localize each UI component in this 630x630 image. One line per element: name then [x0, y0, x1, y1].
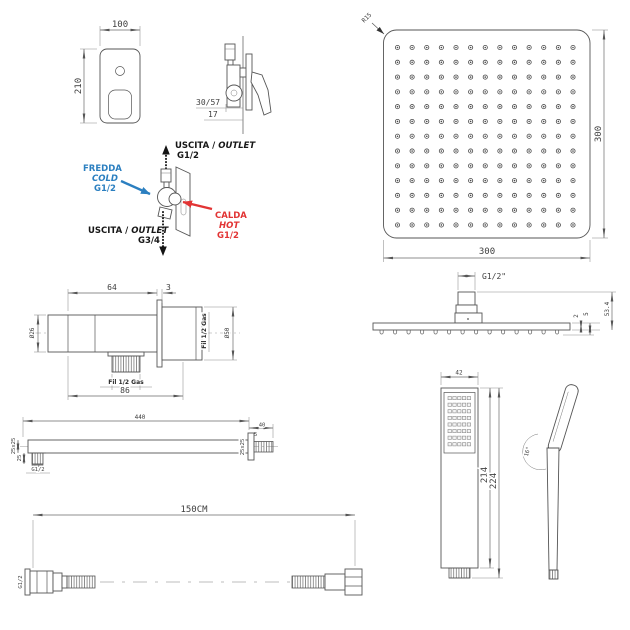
handset-body-dim: 214: [480, 466, 490, 484]
cartridge-circle: [226, 85, 242, 101]
arm-drop-dim: 25: [17, 454, 23, 462]
arm-length-dim: 440: [134, 414, 146, 421]
handset-body: [441, 388, 478, 568]
hose-length-dim: 150CM: [180, 505, 208, 515]
outlet-plate-dim: 3: [166, 283, 171, 292]
mixer-height-dim: 210: [74, 77, 84, 95]
outlet-tube: [48, 315, 157, 352]
shower-arm-drawing: [11, 414, 280, 473]
head-connector: [458, 292, 475, 305]
arm-flange: [248, 433, 254, 460]
handset-front-view: [441, 370, 503, 579]
shower-head-plan: [361, 11, 608, 262]
arm-end-dim: 40: [258, 422, 266, 429]
outlet-spout: [112, 356, 140, 372]
head-profile-height-dim: 53.4: [604, 301, 611, 317]
handset-angle-dim: 16°: [523, 446, 533, 458]
outlet-bottom-label: USCITA / OUTLET: [88, 226, 169, 236]
hose-left-nut: [30, 571, 53, 593]
shower-head-profile: [373, 272, 616, 335]
mixer-side-view: [196, 36, 271, 134]
head-width-dim: 300: [478, 247, 496, 257]
head-plate-profile: [373, 323, 570, 330]
diverter-schematic: [83, 141, 256, 256]
diverter-knob-side: [225, 44, 235, 60]
outlet-top-thread: G1/2: [177, 151, 199, 161]
arrow-up-icon: [162, 145, 170, 155]
outlet-body-dim: 64: [107, 283, 117, 292]
outlet-top-label: USCITA / OUTLET: [175, 141, 256, 151]
wall-outlet-drawing: [29, 283, 240, 400]
mixer-depth-dim: 30/57: [196, 98, 221, 107]
mixer-front-view: [74, 20, 140, 123]
arm-thread-label: G1/2: [31, 467, 45, 473]
hose-left-cap: [25, 569, 30, 595]
arm-thread-end: [254, 442, 273, 453]
outlet-bottom-thread: Fil 1/2 Gas: [108, 379, 144, 386]
handset-total-dim: 224: [489, 472, 499, 490]
hot-label-en: HOT: [219, 221, 240, 231]
hose-right-ribs: [292, 576, 325, 588]
handset-side-view: [523, 383, 580, 579]
cold-arrow-icon: [121, 181, 150, 194]
handset-side-thread: [549, 570, 558, 579]
cold-label-en: COLD: [92, 174, 118, 184]
outlet-front-thread: Fil 1/2 Gas: [201, 313, 208, 349]
mixer-width-dim: 100: [111, 20, 129, 30]
arm-flange-dim: 5: [254, 432, 258, 438]
hose-left-ribs: [67, 576, 95, 588]
cold-thread: G1/2: [94, 184, 116, 194]
valve-lower-knob: [158, 207, 172, 219]
outlet-bottom-thread: G3/4: [138, 236, 160, 246]
mixer-plate: [100, 49, 140, 123]
arm-drop-fitting: [32, 453, 43, 464]
outlet-inlet-dim: Ø26: [29, 327, 36, 339]
arm-bar: [28, 440, 248, 453]
handset-width-dim: 42: [455, 369, 463, 377]
arm-section-dim-right: 25x25: [240, 438, 246, 456]
cold-label: FREDDA: [83, 164, 122, 174]
hose-drawing: [18, 505, 362, 595]
hose-right-nut: [345, 569, 362, 595]
hot-thread: G1/2: [217, 231, 239, 241]
hose-thread-label: G1/2: [18, 575, 24, 589]
head-height-dim: 300: [594, 125, 604, 143]
handset-head-side: [547, 383, 580, 454]
hot-label: CALDA: [215, 211, 247, 221]
arm-section-dim: 25x25: [11, 437, 17, 455]
mixer-wall-dim: 17: [208, 110, 218, 119]
outlet-total-dim: 86: [120, 386, 130, 395]
handset-handle-side: [547, 448, 559, 570]
plate-thickness-dim: 2: [573, 314, 580, 318]
head-thread-label: G1/2": [482, 272, 507, 281]
head-profile-nozzles: [380, 330, 559, 334]
nozzle-depth-dim: 5: [583, 312, 590, 316]
head-radius-dim: R15: [360, 11, 374, 25]
mixer-lever-side: [251, 72, 271, 115]
arrow-down-icon: [159, 247, 167, 257]
outlet-wall-plate: [157, 300, 162, 367]
outlet-flange-dim: Ø50: [224, 327, 231, 339]
handset-thread: [449, 568, 470, 578]
valve-knob: [161, 169, 171, 182]
